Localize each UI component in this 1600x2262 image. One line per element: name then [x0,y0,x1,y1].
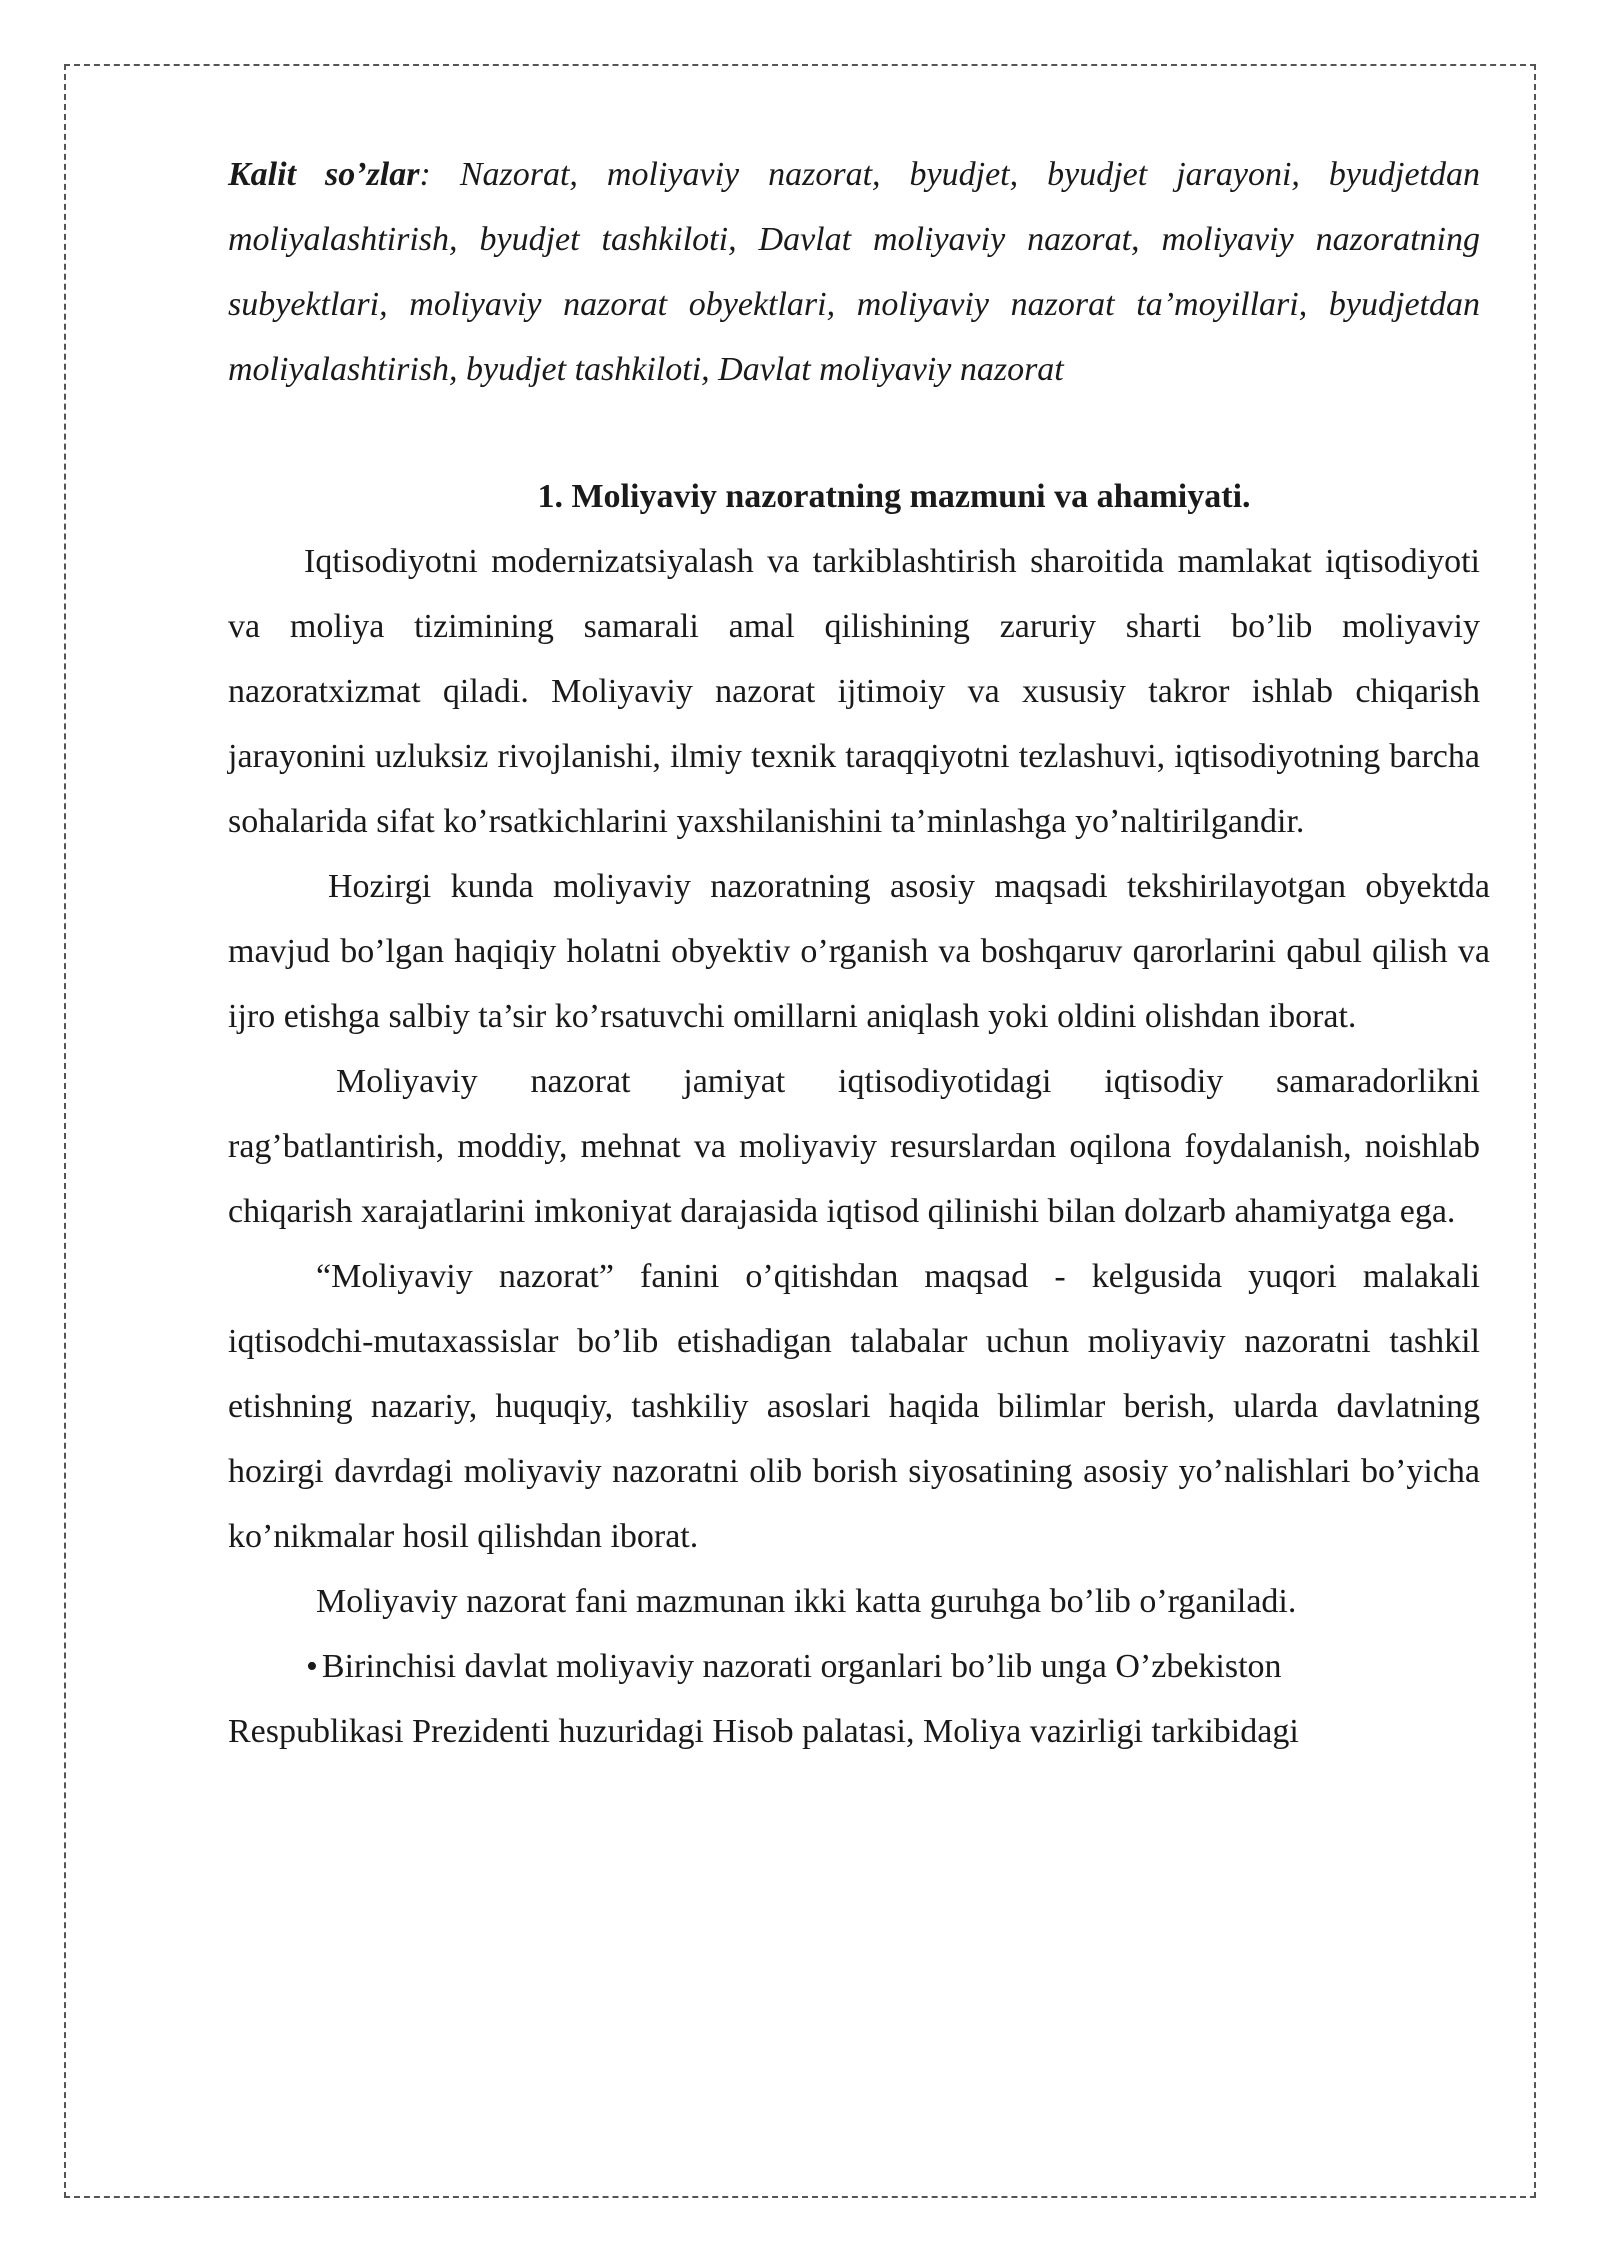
bullet-icon: • [306,1648,318,1685]
paragraph-2: Hozirgi kunda moliyaviy nazoratning asosiy maqsadi tekshirilayotgan obyektda mavjud bo’lgan haqiqiy holatni obyektiv o’rganish va boshqaruv qarorlarini qabul qilish va ijro etishga salbiy ta’sir ko’rsatuvchi omillarni aniqlash yoki oldini olishdan iborat. [228,868,1490,1035]
keywords-separator: : [419,156,431,193]
paragraph-5: Moliyaviy nazorat fani mazmunan ikki katta guruhga bo’lib o’rganiladi. [316,1583,1297,1620]
paragraph-3: Moliyaviy nazorat jamiyat iqtisodiyotidagi iqtisodiy samaradorlikni rag’batlantirish, moddiy, mehnat va moliyaviy resurslardan oqilona foydalanish, noishlab chiqarish xarajatlarini imkoniyat darajasida iqtisod qilinishi bilan dolzarb ahamiyatga ega. [228,1063,1480,1230]
section-heading: 1. Moliyaviy nazoratning mazmuni va ahamiyati. [537,478,1251,515]
bullet-item [228,1634,1480,1699]
continuation-line: Respublikasi Prezidenti huzuridagi Hisob palatasi, Moliya vazirligi tarkibidagi [228,1713,1299,1750]
keywords-text: Nazorat, moliyaviy nazorat, byudjet, byudjet jarayoni, byudjetdan moliyalashtirish, byudjet tashkiloti, Davlat moliyaviy nazorat, moliyaviy nazoratning subyektlari, moliyaviy nazorat obyektlari, moliyaviy nazorat ta’moyillari, byudjetdan moliyalashtirish, byudjet tashkiloti, Davlat moliyaviy nazorat [228,156,1480,388]
document-body [228,142,1490,1764]
paragraph-1: Iqtisodiyotni modernizatsiyalash va tarkiblashtirish sharoitida mamlakat iqtisodiyoti va moliya tizimining samarali amal qilishining zaruriy sharti bo’lib moliyaviy nazoratxizmat qiladi. Moliyaviy nazorat ijtimoiy va xususiy takror ishlab chiqarish jarayonini uzluksiz rivojlanishi, ilmiy texnik taraqqiyotni tezlashuvi, iqtisodiyotning barcha sohalarida sifat ko’rsatkichlarini yaxshilanishini ta’minlashga yo’naltirilgandir. [228,543,1480,840]
bullet-text: Birinchisi davlat moliyaviy nazorati organlari bo’lib unga O’zbekiston [321,1648,1282,1685]
keywords-label: Kalit so’zlar [228,156,420,193]
paragraph-4: “Moliyaviy nazorat” fanini o’qitishdan maqsad - kelgusida yuqori malakali iqtisodchi-mutaxassislar bo’lib etishadigan talabalar uchun moliyaviy nazoratni tashkil etishning nazariy, huquqiy, tashkiliy asoslari haqida bilimlar berish, ularda davlatning hozirgi davrdagi moliyaviy nazoratni olib borish siyosatining asosiy yo’nalishlari bo’yicha ko’nikmalar hosil qilishdan iborat. [228,1258,1480,1555]
keywords-paragraph [228,142,1480,402]
